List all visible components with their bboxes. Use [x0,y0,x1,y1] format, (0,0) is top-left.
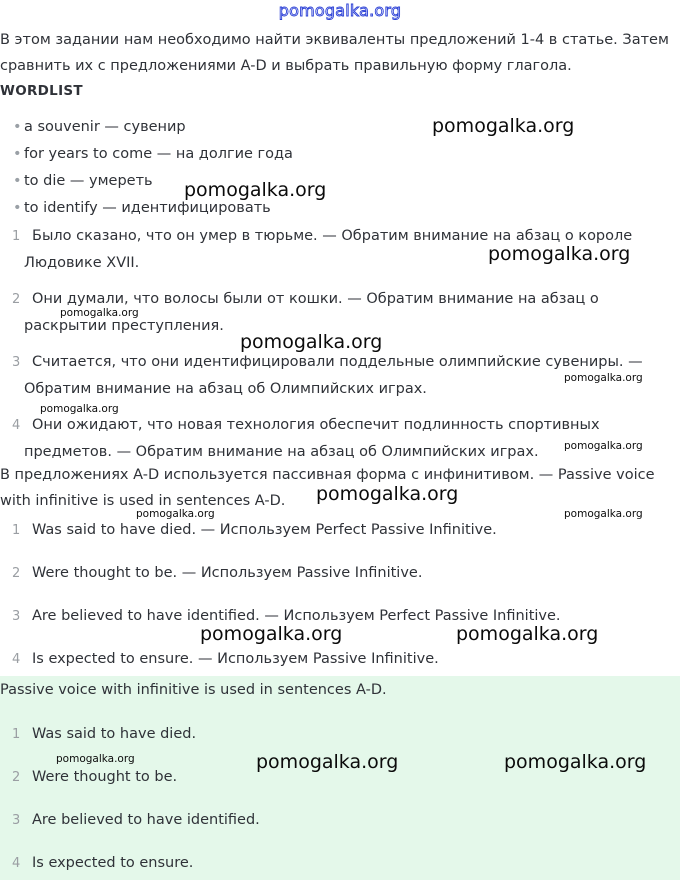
watermark: pomogalka.org [136,508,215,520]
wordlist-item: • to die — умереть [0,168,293,195]
watermark: pomogalka.org [184,179,327,201]
form-number: 2 [12,566,21,581]
bullet-icon: • [13,119,22,135]
answer-number: 4 [12,856,21,871]
bullet-icon: • [13,146,22,162]
watermark: pomogalka.org [564,508,643,520]
explanation-paragraph: В предложениях A-D используется пассивная форма с инфинитивом. — Passive voice with infinitive is used in sentences A-D. [0,467,655,509]
step-number: 2 [12,292,21,307]
watermark: pomogalka.org [432,115,575,137]
wordlist [0,114,293,222]
answer-text: Was said to have died. [32,726,197,742]
step-number: 4 [12,418,21,433]
step-item [0,412,678,466]
step-text: Они ожидают, что новая технология обеспечит подлинность спортивных предметов. — Обратим внимание на абзац об Олимпийских играх. [24,417,600,460]
watermark: pomogalka.org [504,751,647,773]
watermark: pomogalka.org [240,331,383,353]
watermark: pomogalka.org [456,623,599,645]
bullet-icon: • [13,200,22,216]
watermark: pomogalka.org [256,751,399,773]
answer-number: 2 [12,770,21,785]
watermark: pomogalka.org [60,307,139,319]
watermark: pomogalka.org [316,483,459,505]
form-item [0,560,678,587]
step-number: 3 [12,355,21,370]
step-text: Считается, что они идентифицировали поддельные олимпийские сувениры. — Обратим внимание на абзац об Олимпийских играх. [24,354,643,397]
step-text: Они думали, что волосы были от кошки. — Обратим внимание на абзац о раскрытии преступления. [24,291,599,334]
watermark: pomogalka.org [488,243,631,265]
form-text: Are believed to have identified. — Используем Perfect Passive Infinitive. [32,608,561,624]
watermark: pomogalka.org [200,623,343,645]
wordlist-item: • for years to come — на долгие года [0,141,293,168]
answer-number: 1 [12,727,21,742]
form-text: Were thought to be. — Используем Passive Infinitive. [32,565,423,581]
form-text: Is expected to ensure. — Используем Passive Infinitive. [32,651,439,667]
answer-heading: Passive voice with infinitive is used in sentences A-D. [0,682,387,698]
answer-text: Is expected to ensure. [32,855,194,871]
answer-item [0,721,678,748]
step-text: Было сказано, что он умер в тюрьме. — Обратим внимание на абзац о короле Людовике XVII. [24,228,633,271]
wordlist-item: • to identify — идентифицировать [0,195,293,222]
site-header-logo[interactable]: pomogalka.org [278,1,402,20]
watermark: pomogalka.org [564,440,643,452]
watermark: pomogalka.org [40,403,119,415]
form-text: Was said to have died. — Используем Perfect Passive Infinitive. [32,522,497,538]
form-number: 3 [12,609,21,624]
answer-item [0,807,678,834]
answer-text: Were thought to be. [32,769,178,785]
form-item [0,646,678,673]
form-item [0,517,678,544]
intro-paragraph: В этом задании нам необходимо найти эквиваленты предложений 1-4 в статье. Затем сравнить их с предложениями A-D и выбрать правильную форму глагола. [0,32,669,74]
watermark: pomogalka.org [56,753,135,765]
answer-item [0,850,678,877]
step-number: 1 [12,229,21,244]
bullet-icon: • [13,173,22,189]
answer-number: 3 [12,813,21,828]
answer-text: Are believed to have identified. [32,812,260,828]
wordlist-heading: WORDLIST [0,83,83,99]
wordlist-item: • a souvenir — сувенир [0,114,293,141]
form-number: 4 [12,652,21,667]
answer-box [0,676,680,880]
watermark: pomogalka.org [564,372,643,384]
form-number: 1 [12,523,21,538]
